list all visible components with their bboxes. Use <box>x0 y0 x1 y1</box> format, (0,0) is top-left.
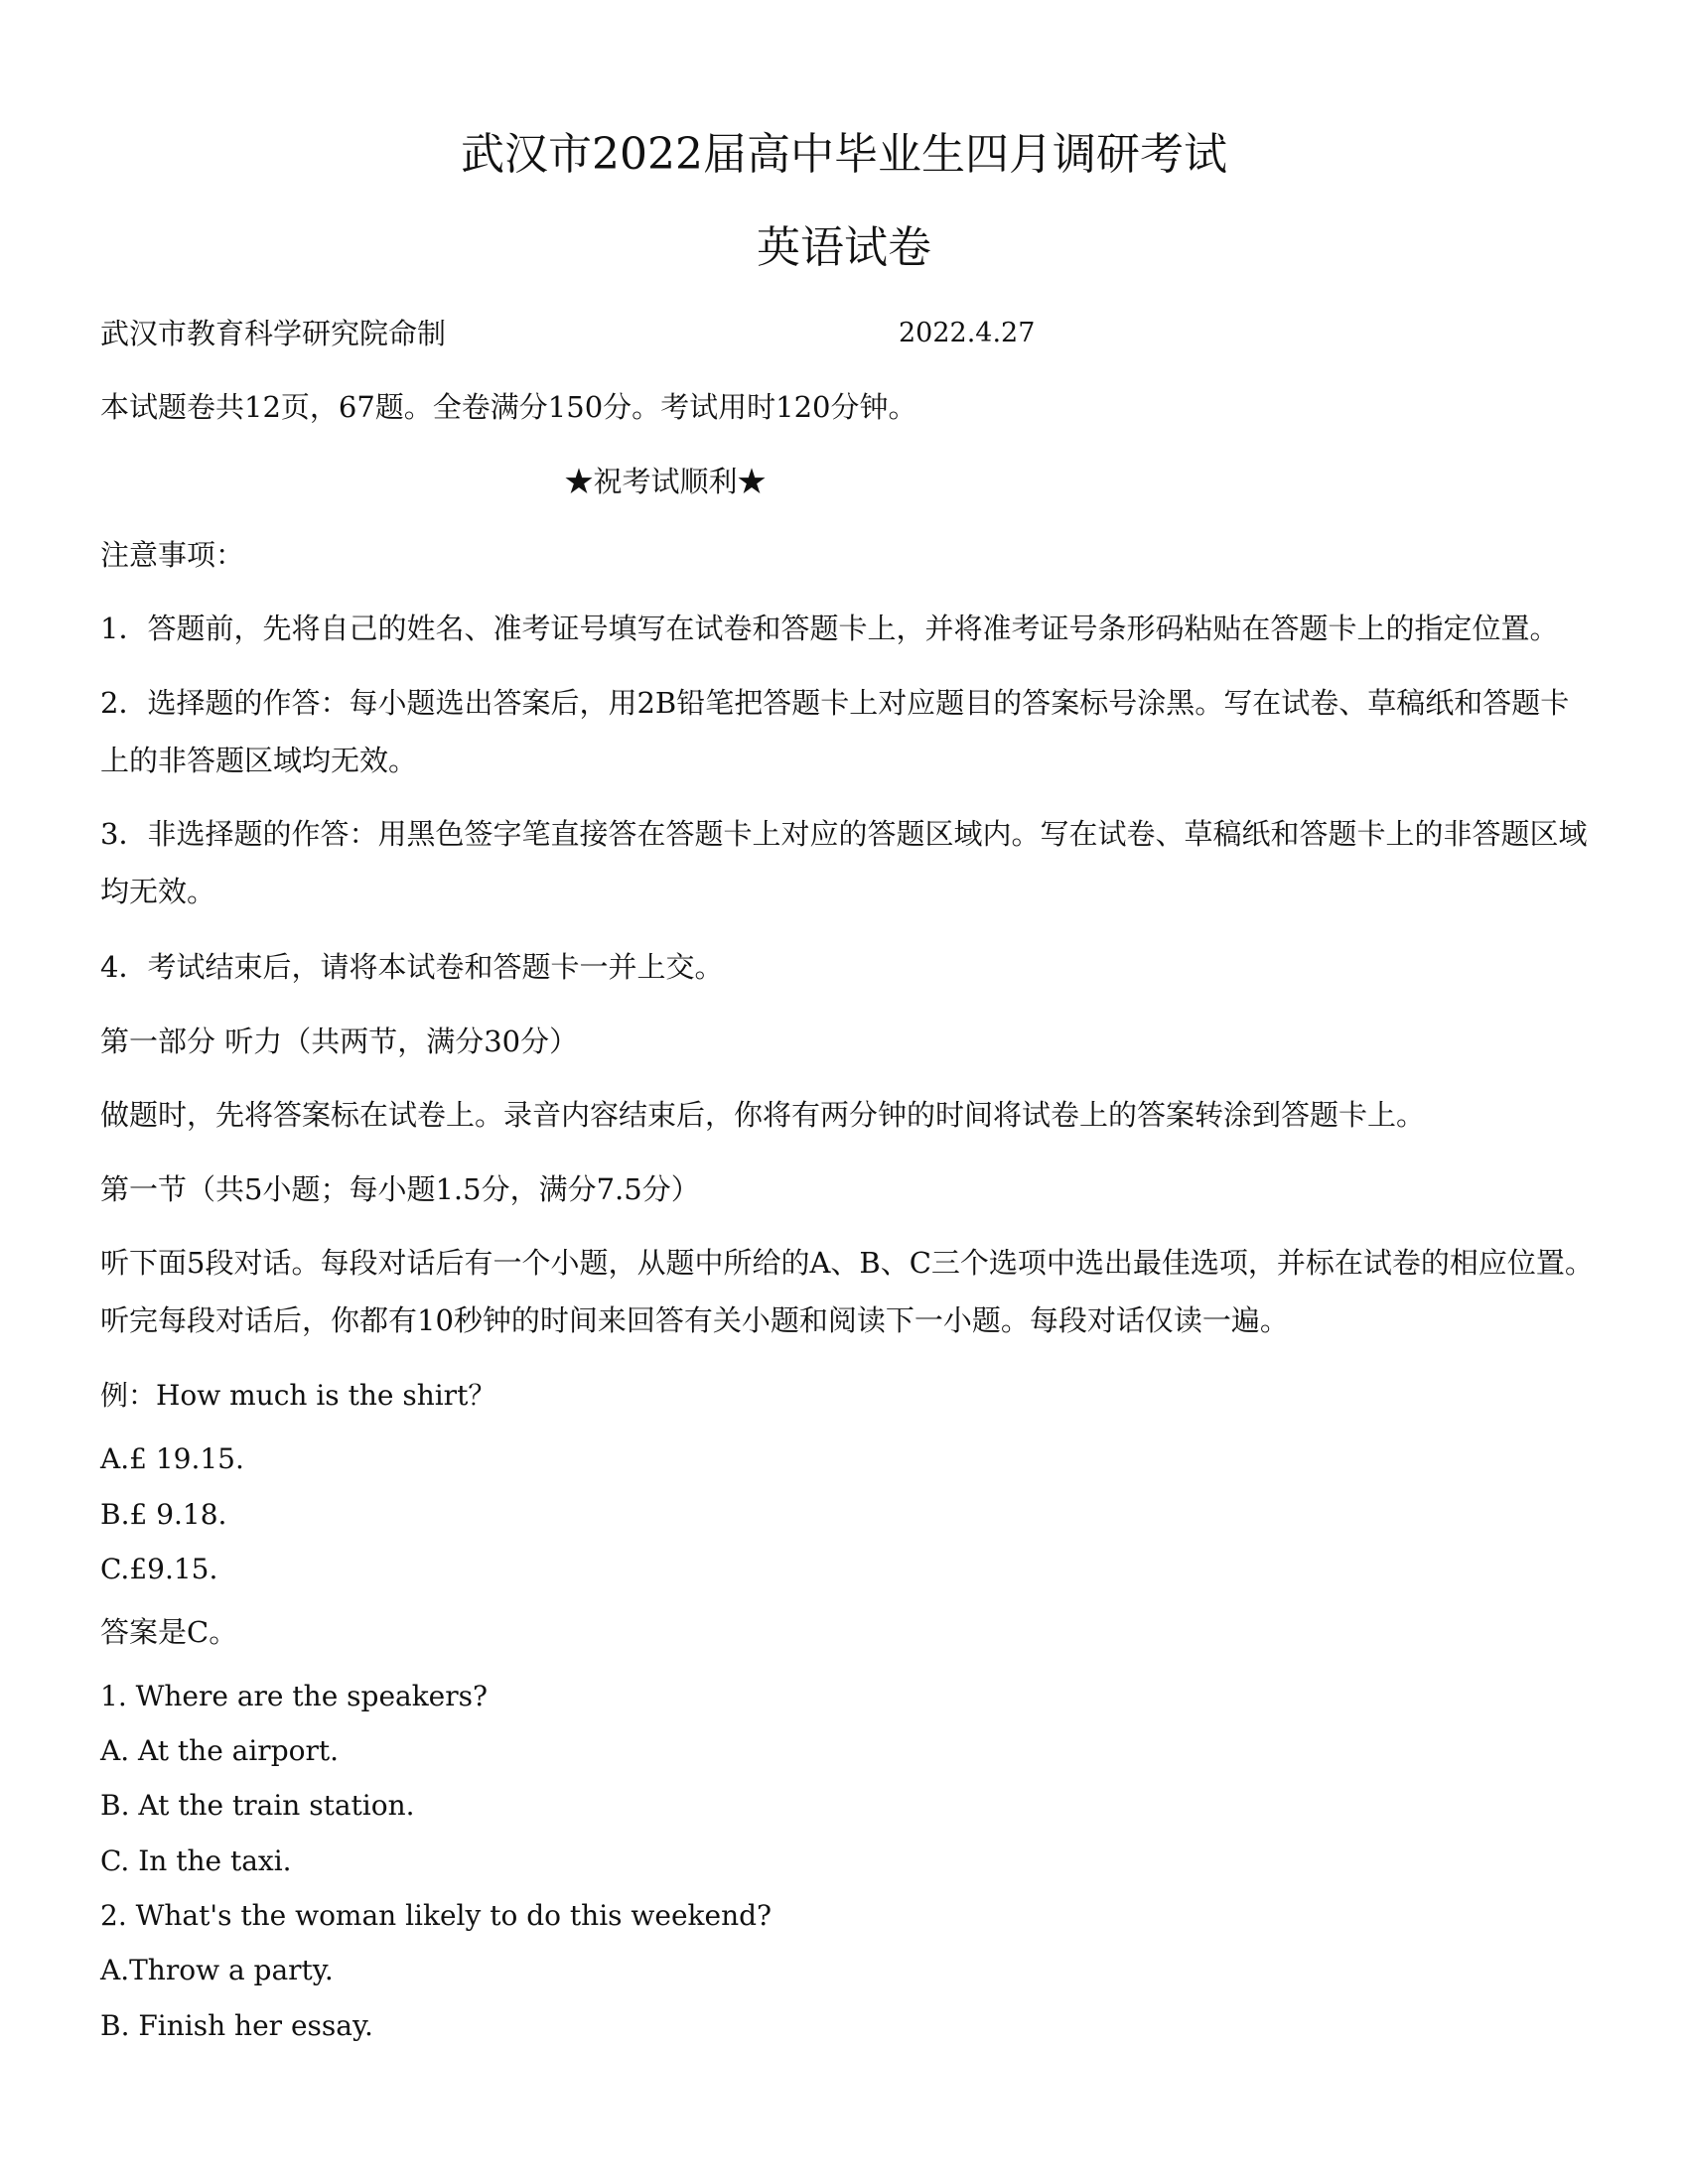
note-item-3: 3．非选择题的作答：用黑色签字笔直接答在答题卡上对应的答题区域内。写在试卷、草稿纸和答题卡上的非答题区域均无效。 <box>100 817 1588 908</box>
question-2: 2. What's the woman likely to do this weekend? <box>100 1899 773 1932</box>
note-item-2: 2．选择题的作答：每小题选出答案后，用2B铅笔把答题卡上对应题目的答案标号涂黑。写在试卷、草稿纸和答题卡上的非答题区域均无效。 <box>100 686 1570 777</box>
question-2-option-a: A.Throw a party. <box>100 1954 334 1986</box>
example-option-a: A.£ 19.15. <box>100 1442 244 1475</box>
note-item-1: 1．答题前，先将自己的姓名、准考证号填写在试卷和答题卡上，并将准考证号条形码粘贴在答题卡上的指定位置。 <box>100 612 1559 645</box>
issuer-text: 武汉市教育科学研究院命制 <box>100 317 447 350</box>
notes-heading: 注意事项： <box>100 538 245 572</box>
question-1-option-a: A. At the airport. <box>100 1734 340 1767</box>
question-1-option-b: B. At the train station. <box>100 1789 415 1822</box>
example-answer: 答案是C。 <box>100 1615 238 1649</box>
page-subtitle: 英语试卷 <box>757 222 931 273</box>
example-option-c: C.£9.15. <box>100 1553 218 1585</box>
example-question: 例：How much is the shirt？ <box>100 1379 496 1412</box>
section-one-heading: 第一节（共5小题；每小题1.5分，满分7.5分） <box>100 1172 700 1206</box>
question-2-option-b: B. Finish her essay. <box>100 2009 373 2042</box>
section-one-instruction: 听下面5段对话。每段对话后有一个小题，从题中所给的A、B、C三个选项中选出最佳选项，并标在试卷的相应位置。听完每段对话后，你都有10秒钟的时间来回答有关小题和阅读下一小题。每段对话仅读一遍。 <box>100 1246 1594 1337</box>
question-1: 1. Where are the speakers? <box>100 1680 489 1712</box>
page-title: 武汉市2022届高中毕业生四月调研考试 <box>461 129 1227 180</box>
question-1-option-c: C. In the taxi. <box>100 1844 292 1877</box>
part-one-instruction: 做题时，先将答案标在试卷上。录音内容结束后，你将有两分钟的时间将试卷上的答案转涂到答题卡上。 <box>100 1098 1426 1132</box>
example-option-b: B.£ 9.18. <box>100 1498 227 1531</box>
part-one-heading: 第一部分 听力（共两节，满分30分） <box>100 1024 579 1058</box>
exam-date: 2022.4.27 <box>899 318 1036 348</box>
note-item-4: 4．考试结束后，请将本试卷和答题卡一并上交。 <box>100 950 724 984</box>
wish-text: ★祝考试顺利★ <box>564 465 767 498</box>
exam-info: 本试题卷共12页，67题。全卷满分150分。考试用时120分钟。 <box>100 390 917 424</box>
